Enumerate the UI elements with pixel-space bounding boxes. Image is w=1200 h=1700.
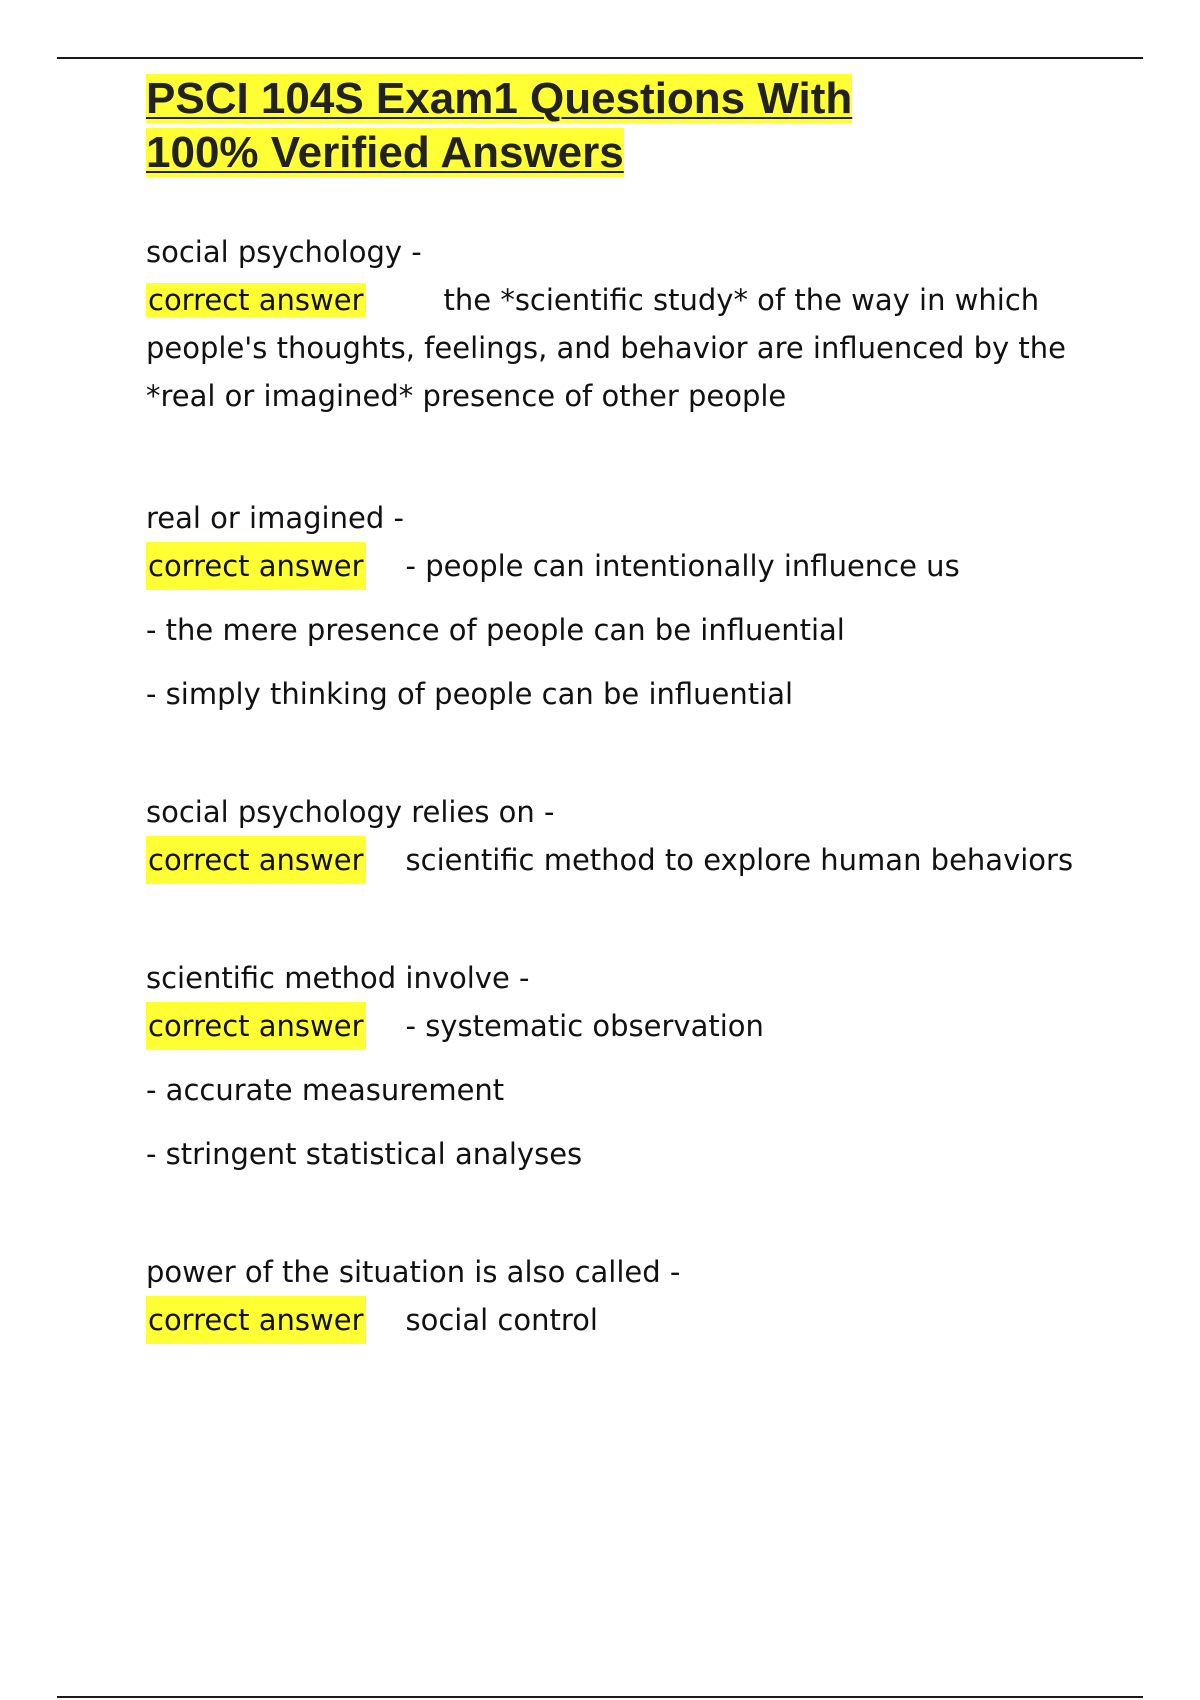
qa-item bbox=[146, 494, 1086, 718]
answer-block bbox=[146, 836, 1086, 884]
answer-extra-line: - the mere presence of people can be influential bbox=[146, 613, 845, 647]
bottom-rule bbox=[57, 1696, 1143, 1698]
correct-answer-tag: correct answer bbox=[146, 836, 366, 884]
question-text: real or imagined - bbox=[146, 501, 404, 535]
correct-answer-tag: correct answer bbox=[148, 283, 364, 317]
answer-extra-line: - simply thinking of people can be influential bbox=[146, 677, 794, 711]
question-text: scientific method involve - bbox=[146, 961, 530, 995]
qa-item bbox=[146, 788, 1086, 884]
answer-block bbox=[146, 276, 1086, 420]
question-text: social psychology relies on - bbox=[146, 795, 555, 829]
correct-answer-tag: correct answer bbox=[146, 1002, 366, 1050]
correct-answer-tag: correct answer bbox=[146, 1296, 366, 1344]
correct-answer-tag: correct answer bbox=[146, 542, 366, 590]
answer-text: social control bbox=[405, 1303, 598, 1337]
answer-block bbox=[146, 1002, 1086, 1050]
qa-item bbox=[146, 954, 1086, 1178]
answer-extra-line: - accurate measurement bbox=[146, 1073, 505, 1107]
qa-item bbox=[146, 1248, 1086, 1344]
answer-extra-line: - stringent statistical analyses bbox=[146, 1137, 583, 1171]
document-body bbox=[146, 72, 1086, 1344]
answer-text: - people can intentionally influence us bbox=[405, 549, 960, 583]
answer-text: the *scientific study* of the way in which people's thoughts, feelings, and behavior are influenced by the *real or imagined* presence of other people bbox=[146, 283, 1067, 413]
qa-item bbox=[146, 228, 1086, 420]
title-line-1: PSCI 104S Exam1 Questions With bbox=[146, 74, 853, 123]
question-text: power of the situation is also called - bbox=[146, 1255, 681, 1289]
top-rule bbox=[57, 57, 1143, 59]
answer-block bbox=[146, 542, 1086, 590]
answer-text: - systematic observation bbox=[405, 1009, 764, 1043]
answer-text: scientific method to explore human behaviors bbox=[405, 843, 1074, 877]
answer-block bbox=[146, 1296, 1086, 1344]
title-line-2: 100% Verified Answers bbox=[146, 128, 624, 177]
question-text: social psychology - bbox=[146, 235, 422, 269]
document-title bbox=[146, 72, 1086, 180]
